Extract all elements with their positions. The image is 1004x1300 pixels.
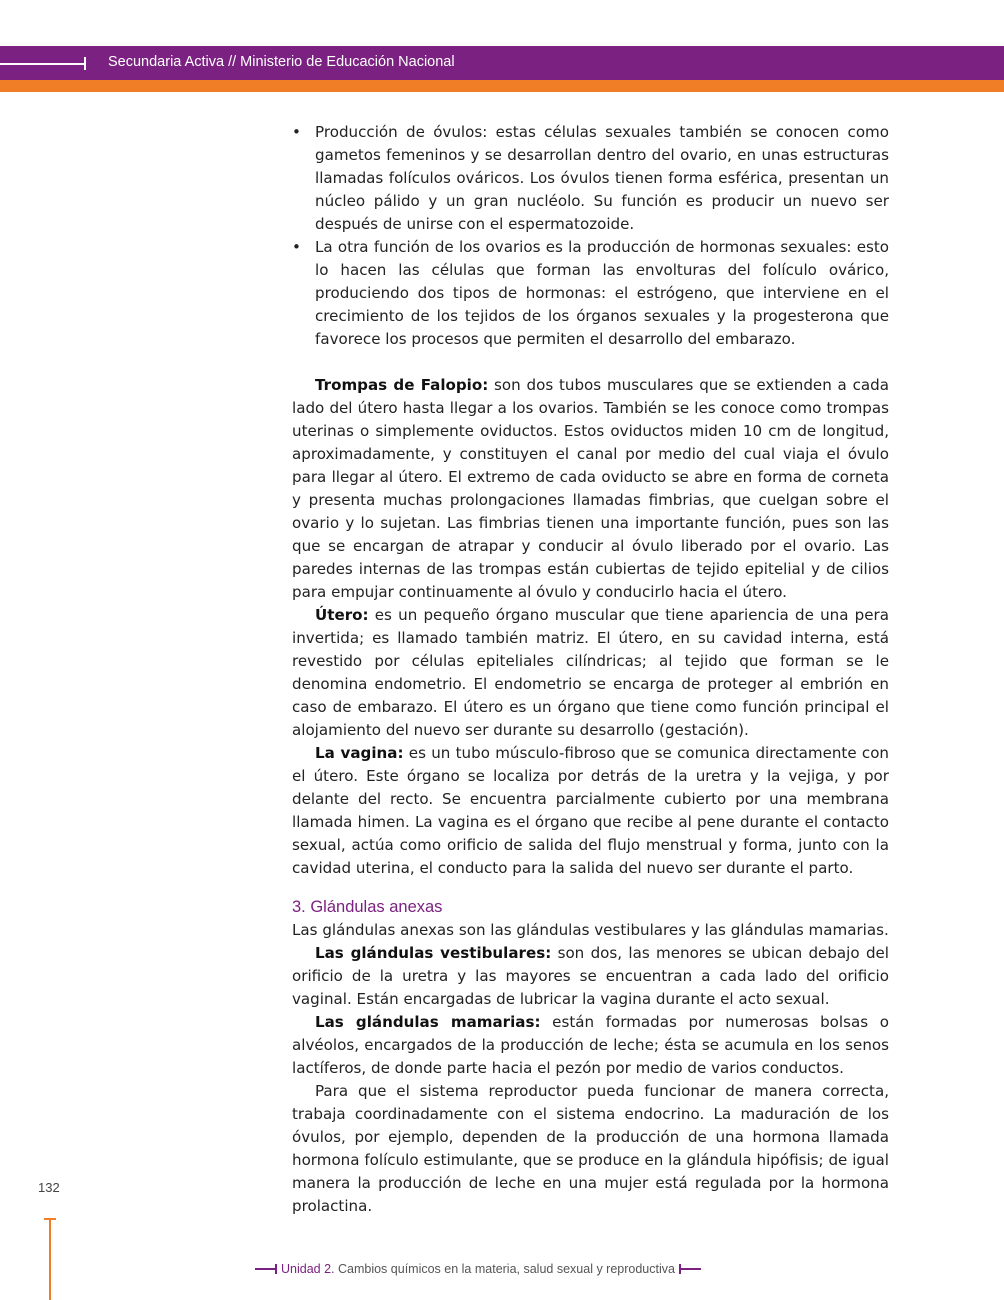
- bullet-text: La otra función de los ovarios es la producción de hormonas sexuales: esto lo hacen las células que forman las envolturas del folículo ovárico, produciendo dos tipos de hormonas: el estrógeno, que interviene en el crecimiento de los tejidos de los órganos sexuales y la progesterona que favorece los procesos que permiten el desarrollo del embarazo.: [315, 238, 889, 348]
- list-item: [292, 236, 889, 351]
- text-vestibulares: son dos, las menores se ubican debajo del orificio de la uretra y las mayores se encuentran a cada lado del orificio vaginal. Están encargadas de lubricar la vagina durante el acto sexual.: [292, 944, 889, 1008]
- term-mamarias: Las glándulas mamarias:: [315, 1013, 541, 1031]
- term-utero: Útero:: [315, 606, 369, 624]
- header-title: Secundaria Activa // Ministerio de Educación Nacional: [108, 54, 455, 70]
- bullet-list: [292, 121, 889, 351]
- header-rule-tick: [84, 57, 86, 70]
- spacer: [292, 351, 889, 374]
- text-utero: es un pequeño órgano muscular que tiene apariencia de una pera invertida; es llamado también matriz. El útero, en su cavidad interna, está revestido por células epiteliales cilíndricas; al tejido que forman se le denomina endometrio. El endometrio se encarga de proteger al embrión en caso de embarazo. El útero es un órgano que tiene como función principal el alojamiento del nuevo ser durante su desarrollo (gestación).: [292, 606, 889, 739]
- section-intro: Las glándulas anexas son las glándulas vestibulares y las glándulas mamarias.: [292, 921, 889, 939]
- footer-unit: Unidad 2.: [281, 1262, 335, 1276]
- footer-rule-right: [679, 1268, 701, 1270]
- header-orange-stripe: [0, 80, 1004, 92]
- footer: [255, 1259, 701, 1279]
- paragraph-vestibulares: [292, 942, 889, 1011]
- page-number: 132: [38, 1180, 60, 1195]
- header-rule: [0, 63, 84, 65]
- term-trompas: Trompas de Falopio:: [315, 376, 489, 394]
- list-item: [292, 121, 889, 236]
- page-content: [292, 121, 889, 1218]
- section-heading: 3. Glándulas anexas: [292, 898, 443, 916]
- paragraph-vagina: [292, 742, 889, 880]
- paragraph-mamarias: [292, 1011, 889, 1080]
- term-vagina: La vagina:: [315, 744, 404, 762]
- paragraph-closing: Para que el sistema reproductor pueda funcionar de manera correcta, trabaja coordinadamente con el sistema endocrino. La maduración de los óvulos, por ejemplo, dependen de la producción de una hormona llamada hormona folículo estimulante, que se produce en la glándula hipófisis; de igual manera la producción de leche en una mujer está regulada por la hormona prolactina.: [292, 1082, 889, 1215]
- bullet-icon: •: [292, 238, 301, 256]
- text-vagina: es un tubo músculo-fibroso que se comunica directamente con el útero. Este órgano se localiza por detrás de la uretra y la vejiga, y por delante del recto. Se encuentra parcialmente cubierto por una membrana llamada himen. La vagina es el órgano que recibe al pene durante el contacto sexual, actúa como orificio de salida del flujo menstrual y forma, junto con la cavidad uterina, el conducto para la salida del nuevo ser durante el parto.: [292, 744, 889, 877]
- margin-rule: [49, 1218, 51, 1300]
- bullet-icon: •: [292, 123, 301, 141]
- text-trompas: son dos tubos musculares que se extienden a cada lado del útero hasta llegar a los ovarios. También se les conoce como trompas uterinas o simplemente oviductos. Estos oviductos miden 10 cm de longitud, aproximadamente, y constituyen el canal por medio del cual viaja el óvulo para llegar al útero. El extremo de cada oviducto se abre en forma de corneta y presenta muchas prolongaciones llamadas fimbrias, que cuelgan sobre el ovario y lo sujetan. Las fimbrias tienen una importante función, pues son las que se encargan de atrapar y conducir al óvulo liberado por el ovario. Las paredes internas de las trompas están cubiertas de tejido epitelial y de cilios para empujar continuamente al óvulo y conducirlo hacia el útero.: [292, 376, 889, 601]
- paragraph-utero: [292, 604, 889, 742]
- bullet-text: Producción de óvulos: estas células sexuales también se conocen como gametos femeninos y se desarrollan dentro del ovario, en unas estructuras llamadas folículos ováricos. Los óvulos tienen forma esférica, presentan un núcleo pálido y un gran nucléolo. Su función es producir un nuevo ser después de unirse con el espermatozoide.: [315, 123, 889, 233]
- term-vestibulares: Las glándulas vestibulares:: [315, 944, 552, 962]
- text-mamarias: están formadas por numerosas bolsas o alvéolos, encargados de la producción de leche; ésta se acumula en los senos lactíferos, de donde parte hacia el pezón por medio de varios conductos.: [292, 1013, 889, 1077]
- paragraph-trompas: [292, 374, 889, 604]
- footer-rule-left: [255, 1268, 277, 1270]
- footer-title: Cambios químicos en la materia, salud sexual y reproductiva: [334, 1262, 675, 1276]
- footer-text: [277, 1262, 679, 1276]
- spacer: [292, 880, 889, 896]
